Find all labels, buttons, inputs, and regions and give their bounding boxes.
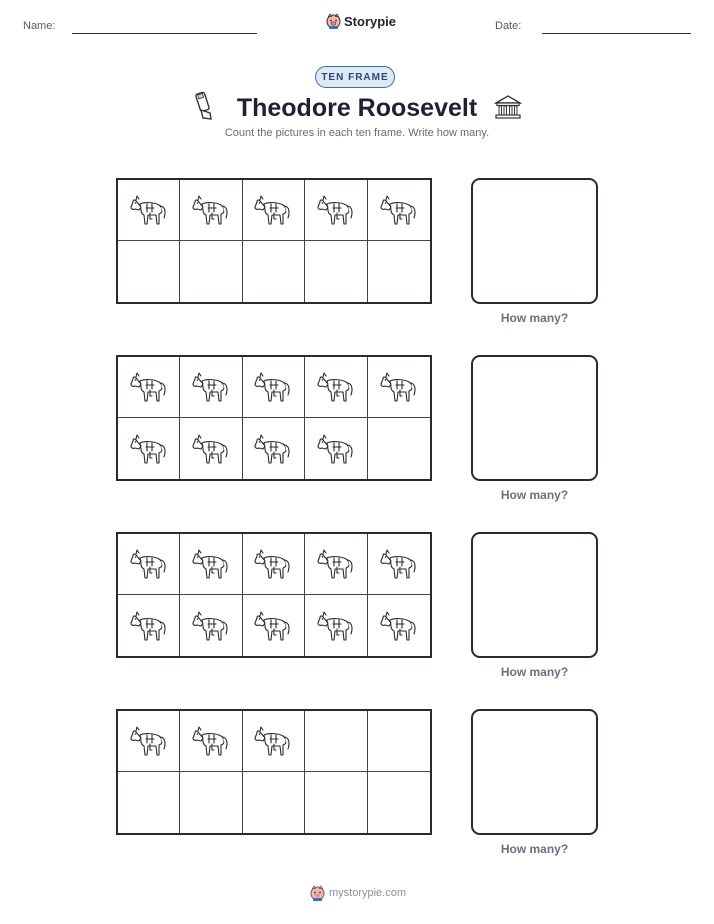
ten-frame-3 (116, 532, 432, 658)
ten-frame-cell (180, 711, 242, 772)
horse-icon (252, 544, 294, 584)
ten-frame-cell (368, 711, 430, 772)
answer-box-1[interactable] (471, 178, 598, 304)
footer (310, 885, 406, 901)
horse-icon (128, 190, 170, 230)
museum-icon (494, 94, 522, 120)
horse-icon (252, 367, 294, 407)
ten-frame-badge: TEN FRAME (315, 66, 395, 88)
answer-box-4[interactable] (471, 709, 598, 835)
how-many-label-2: How many? (500, 488, 569, 502)
ten-frame-cell (305, 534, 367, 595)
horse-icon (190, 190, 232, 230)
ten-frame-1 (116, 178, 432, 304)
ten-frame-cell (305, 241, 367, 302)
horse-icon (315, 190, 357, 230)
horse-icon (252, 606, 294, 646)
horse-icon (315, 544, 357, 584)
how-many-label-3: How many? (500, 665, 569, 679)
horse-icon (190, 544, 232, 584)
ten-frame-4 (116, 709, 432, 835)
how-many-label-4: How many? (500, 842, 569, 856)
horse-icon (315, 429, 357, 469)
ten-frame-cell (305, 772, 367, 833)
brand-name: Storypie (344, 13, 397, 29)
ten-frame-cell (243, 534, 305, 595)
horse-icon (128, 544, 170, 584)
horse-icon (252, 721, 294, 761)
horse-icon (190, 721, 232, 761)
how-many-label-1: How many? (500, 311, 569, 325)
ten-frame-cell (243, 241, 305, 302)
answer-box-3[interactable] (471, 532, 598, 658)
ten-frame-cell (180, 241, 242, 302)
horse-icon (378, 544, 420, 584)
ten-frame-cell (180, 357, 242, 418)
ten-frame-cell (118, 241, 180, 302)
ten-frame-cell (368, 772, 430, 833)
ten-frame-cell (305, 180, 367, 241)
ten-frame-cell (243, 180, 305, 241)
ten-frame-cell (243, 418, 305, 479)
ten-frame-cell (368, 534, 430, 595)
ten-frame-cell (368, 180, 430, 241)
instructions: Count the pictures in each ten frame. Write how many. (224, 127, 490, 139)
pig-mascot-icon (326, 13, 341, 29)
ten-frame-cell (118, 595, 180, 656)
name-line[interactable] (72, 33, 257, 34)
ten-frame-cell (243, 357, 305, 418)
horse-icon (252, 190, 294, 230)
ten-frame-cell (180, 180, 242, 241)
horse-icon (378, 606, 420, 646)
ten-frame-cell (180, 534, 242, 595)
ten-frame-cell (368, 241, 430, 302)
answer-box-2[interactable] (471, 355, 598, 481)
horse-icon (190, 367, 232, 407)
page-title: Theodore Roosevelt (236, 94, 478, 122)
date-label: Date: (495, 20, 522, 32)
ten-frame-cell (305, 595, 367, 656)
ten-frame-cell (118, 180, 180, 241)
ten-frame-cell (368, 418, 430, 479)
ten-frame-cell (243, 772, 305, 833)
horse-icon (378, 190, 420, 230)
horse-icon (315, 606, 357, 646)
ten-frame-cell (118, 418, 180, 479)
horse-icon (315, 367, 357, 407)
ten-frame-cell (118, 772, 180, 833)
footer-url: mystorypie.com (329, 887, 407, 899)
ten-frame-cell (180, 772, 242, 833)
horse-icon (128, 606, 170, 646)
ten-frame-cell (243, 595, 305, 656)
ten-frame-cell (180, 418, 242, 479)
ten-frame-cell (305, 418, 367, 479)
ten-frame-2 (116, 355, 432, 481)
date-line[interactable] (542, 33, 691, 34)
horse-icon (128, 721, 170, 761)
ten-frame-cell (305, 711, 367, 772)
name-label: Name: (23, 20, 56, 32)
horse-icon (128, 429, 170, 469)
horse-icon (190, 606, 232, 646)
horse-icon (252, 429, 294, 469)
ten-frame-cell (118, 357, 180, 418)
ten-frame-cell (305, 357, 367, 418)
horse-icon (378, 367, 420, 407)
ten-frame-cell (118, 534, 180, 595)
ten-frame-cell (368, 357, 430, 418)
brand-logo (326, 13, 396, 29)
horse-icon (128, 367, 170, 407)
ten-frame-cell (368, 595, 430, 656)
ten-frame-cell (243, 711, 305, 772)
horse-icon (190, 429, 232, 469)
ten-frame-cell (180, 595, 242, 656)
ten-frame-cell (118, 711, 180, 772)
pig-mascot-icon (310, 885, 325, 901)
